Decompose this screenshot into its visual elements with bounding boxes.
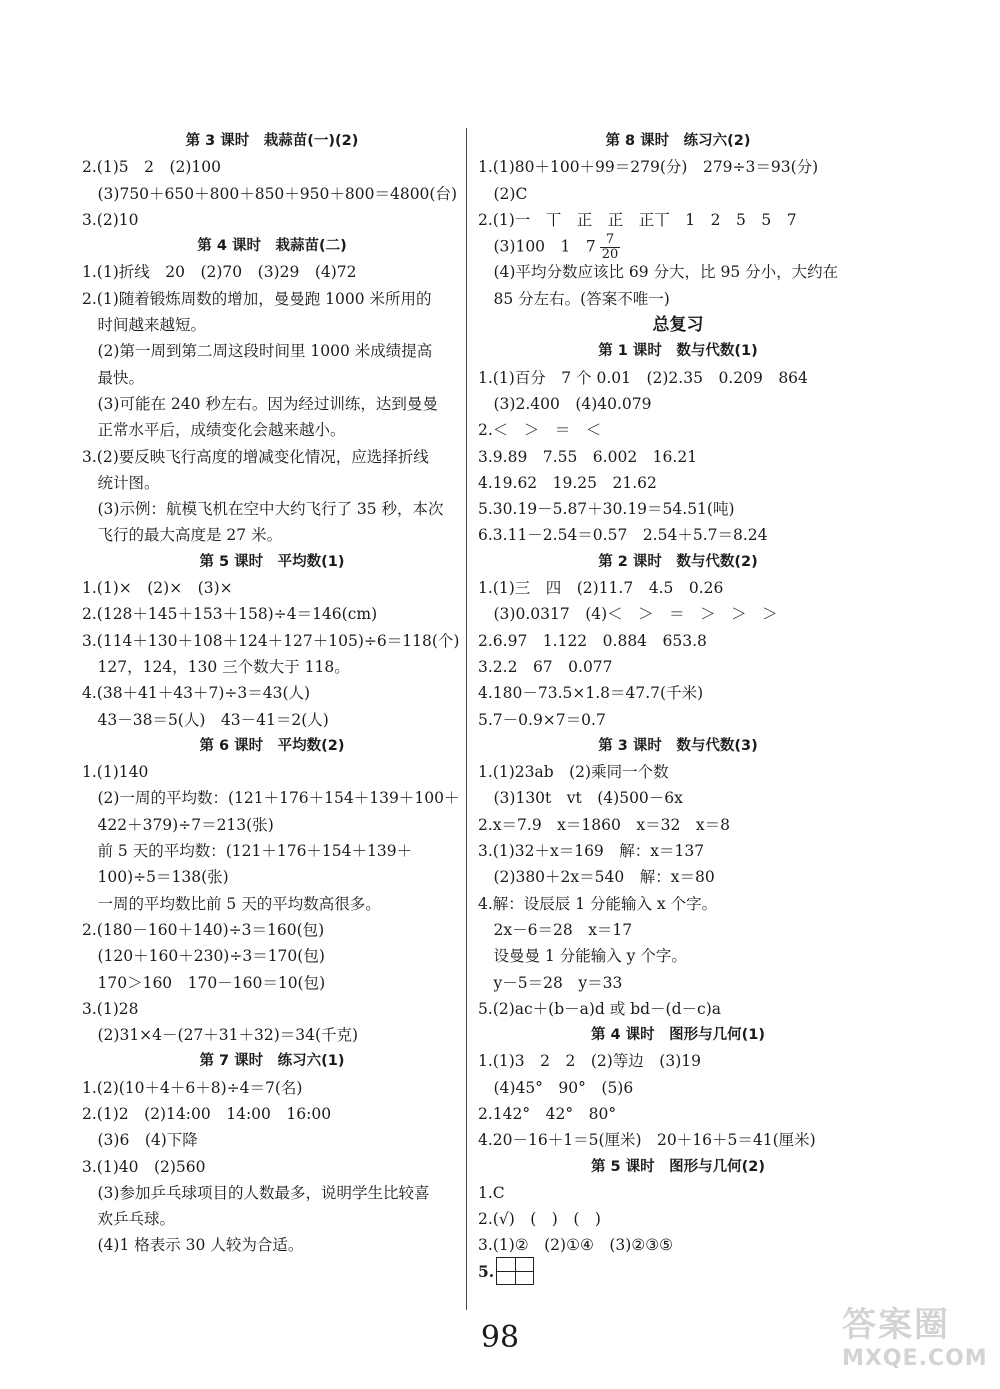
answer-line: 1.(1)百分 7 个 0.01 (2)2.35 0.209 864 — [478, 368, 808, 387]
answer-line: 1.C — [478, 1183, 505, 1202]
answer-line: 4.解：设辰辰 1 分能输入 x 个字。 — [478, 894, 718, 913]
answer-line: 1.(1)80＋100＋99＝279(分) 279÷3＝93(分) — [478, 158, 819, 177]
lesson-heading: 第 2 课时 数与代数(2) — [598, 553, 758, 570]
answer-line: 2.(180－160＋140)÷3＝160(包) — [82, 920, 325, 939]
fraction-denominator: 20 — [601, 247, 619, 263]
answer-line: (3)参加乒乓球项目的人数最多，说明学生比较喜 — [82, 1183, 430, 1202]
answer-line: 2x－6＝28 x＝17 — [478, 920, 633, 939]
lesson-heading: 第 4 课时 图形与几何(1) — [590, 1027, 766, 1044]
answer-line: 2.(1)5 2 (2)100 — [82, 158, 222, 177]
right-answer-column — [478, 128, 878, 1285]
answer-line: 欢乒乓球。 — [82, 1210, 176, 1229]
answer-line: 设曼曼 1 分能输入 y 个字。 — [478, 947, 687, 966]
fraction — [600, 233, 621, 262]
answer-line: 3.9.89 7.55 6.002 16.21 — [478, 447, 698, 466]
answer-line: 85 分左右。(答案不唯一) — [478, 289, 670, 308]
answer-text: (3)100 1 7 — [478, 237, 596, 256]
page-number: 98 — [480, 1320, 520, 1355]
lesson-heading: 第 5 课时 图形与几何(2) — [590, 1158, 766, 1175]
watermark-top-text: 答案圈 — [842, 1305, 950, 1345]
answer-line: (3)130t vt (4)500－6x — [478, 789, 683, 808]
lesson-heading: 第 4 课时 栽蒜苗(二) — [197, 238, 347, 255]
answer-line: 4.20－16＋1＝5(厘米) 20＋16＋5＝41(厘米) — [478, 1131, 816, 1150]
answer-line: 3.(1)32＋x＝169 解：x＝137 — [478, 842, 705, 861]
answer-line: (2)一周的平均数：(121＋176＋154＋139＋100＋ — [82, 789, 460, 808]
answer-line: 时间越来越短。 — [82, 316, 207, 335]
answer-line: 前 5 天的平均数：(121＋176＋154＋139＋ — [82, 842, 413, 861]
answer-line: 4.19.62 19.25 21.62 — [478, 473, 657, 492]
answer-line: 1.(1)23ab (2)乘同一个数 — [478, 763, 669, 782]
answer-line: (4)45° 90° (5)6 — [478, 1078, 634, 1097]
answer-line: 43－38＝5(人) 43－41＝2(人) — [82, 710, 329, 729]
answer-line: y－5＝28 y＝33 — [478, 973, 623, 992]
answer-line: 170＞160 170－160＝10(包) — [82, 973, 326, 992]
answer-line: (120＋160＋230)÷3＝170(包) — [82, 947, 325, 966]
answer-line: 127，124，130 三个数大于 118。 — [82, 657, 350, 676]
answer-line: 一周的平均数比前 5 天的平均数高很多。 — [82, 894, 381, 913]
answer-line: 1.(1)140 — [82, 763, 149, 782]
lesson-heading: 第 1 课时 数与代数(1) — [598, 343, 758, 360]
answer-line: 飞行的最大高度是 27 米。 — [82, 526, 283, 545]
answer-line: 3.2.2 67 0.077 — [478, 657, 613, 676]
watermark-logo — [842, 1297, 992, 1377]
lesson-heading: 第 3 课时 数与代数(3) — [598, 737, 758, 754]
answer-line: 6.3.11－2.54＝0.57 2.54＋5.7＝8.24 — [478, 526, 768, 545]
left-answer-column — [82, 128, 462, 1259]
lesson-heading: 第 5 课时 平均数(1) — [199, 553, 345, 570]
answer-line: 3.(1)② (2)①④ (3)②③⑤ — [478, 1236, 674, 1255]
answer-line: 2.142° 42° 80° — [478, 1104, 617, 1123]
answer-line: 1.(1)× (2)× (3)× — [82, 579, 233, 598]
answer-line: 1.(1)三 四 (2)11.7 4.5 0.26 — [478, 579, 724, 598]
answer-line: 4.(38＋41＋43＋7)÷3＝43(人) — [82, 684, 311, 703]
lesson-heading: 第 3 课时 栽蒜苗(一)(2) — [185, 133, 359, 149]
fraction-numerator: 7 — [600, 233, 621, 248]
lesson-heading: 第 8 课时 练习六(2) — [605, 133, 751, 149]
answer-line: 最快。 — [82, 368, 145, 387]
answer-line: (3)2.400 (4)40.079 — [478, 394, 652, 413]
section-title: 总复习 — [652, 315, 704, 336]
answer-line: 2.(1)一 丅 正 正 正丅 1 2 5 5 7 — [478, 210, 797, 229]
answer-line: 5.30.19－5.87＋30.19＝54.51(吨) — [478, 500, 735, 519]
answer-line: 3.(114＋130＋108＋124＋127＋105)÷6＝118(个) — [82, 631, 460, 650]
answer-line: 2.＜ ＞ ＝ ＜ — [478, 421, 602, 440]
watermark-bottom-text: MXQE.COM — [842, 1346, 988, 1371]
lesson-heading: 第 7 课时 练习六(1) — [199, 1053, 345, 1070]
answer-line: 3.(1)40 (2)560 — [82, 1157, 206, 1176]
answer-line: (2)31×4－(27＋31＋32)＝34(千克) — [82, 1026, 359, 1045]
answer-line: 1.(1)折线 20 (2)70 (3)29 (4)72 — [82, 263, 357, 282]
answer-line: (3)0.0317 (4)＜ ＞ ＝ ＞ ＞ ＞ — [478, 605, 778, 624]
answer-text: 5. — [478, 1261, 495, 1281]
answer-line — [478, 232, 878, 263]
answer-line: 正常水平后，成绩变化会越来越小。 — [82, 421, 346, 440]
answer-line: 2.(128＋145＋153＋158)÷4＝146(cm) — [82, 605, 378, 624]
column-divider — [466, 128, 467, 1310]
answer-line: (4)平均分数应该比 69 分大，比 95 分小，大约在 — [478, 263, 839, 282]
answer-line: (3)可能在 240 秒左右。因为经过训练，达到曼曼 — [82, 394, 438, 413]
answer-line: 2.6.97 1.122 0.884 653.8 — [478, 631, 707, 650]
answer-line: 3.(2)要反映飞行高度的增减变化情况，应选择折线 — [82, 447, 429, 466]
answer-line: 5.(2)ac＋(b－a)d 或 bd－(d－c)a — [478, 999, 721, 1018]
answer-line — [478, 1259, 878, 1285]
answer-line: 2.x＝7.9 x＝1860 x＝32 x＝8 — [478, 815, 730, 834]
lesson-heading: 第 6 课时 平均数(2) — [199, 737, 345, 754]
answer-line: 422＋379)÷7＝213(张) — [82, 815, 274, 834]
answer-line: 5.7－0.9×7＝0.7 — [478, 710, 606, 729]
square-grid-icon — [496, 1257, 534, 1285]
answer-line: 3.(2)10 — [82, 210, 139, 229]
answer-line: (2)380＋2x＝540 解：x＝80 — [478, 868, 715, 887]
answer-line: (4)1 格表示 30 人较为合适。 — [82, 1236, 304, 1255]
answer-line: 统计图。 — [82, 473, 160, 492]
answer-line: 2.(√) ( ) ( ) — [478, 1210, 601, 1229]
answer-line: 1.(1)3 2 2 (2)等边 (3)19 — [478, 1052, 701, 1071]
answer-line: 100)÷5＝138(张) — [82, 868, 229, 887]
answer-line: 1.(2)(10＋4＋6＋8)÷4＝7(名) — [82, 1078, 303, 1097]
answer-line: 4.180－73.5×1.8＝47.7(千米) — [478, 684, 704, 703]
answer-line: 2.(1)随着锻炼周数的增加，曼曼跑 1000 米所用的 — [82, 289, 432, 308]
answer-line: (2)C — [478, 184, 528, 203]
answer-line: 2.(1)2 (2)14:00 14:00 16:00 — [82, 1104, 332, 1123]
answer-line: (2)第一周到第二周这段时间里 1000 米成绩提高 — [82, 342, 433, 361]
answer-line: (3)6 (4)下降 — [82, 1131, 198, 1150]
answer-line: (3)示例：航模飞机在空中大约飞行了 35 秒，本次 — [82, 500, 444, 519]
answer-line: 3.(1)28 — [82, 999, 139, 1018]
answer-line: (3)750＋650＋800＋850＋950＋800＝4800(台) — [82, 184, 458, 203]
